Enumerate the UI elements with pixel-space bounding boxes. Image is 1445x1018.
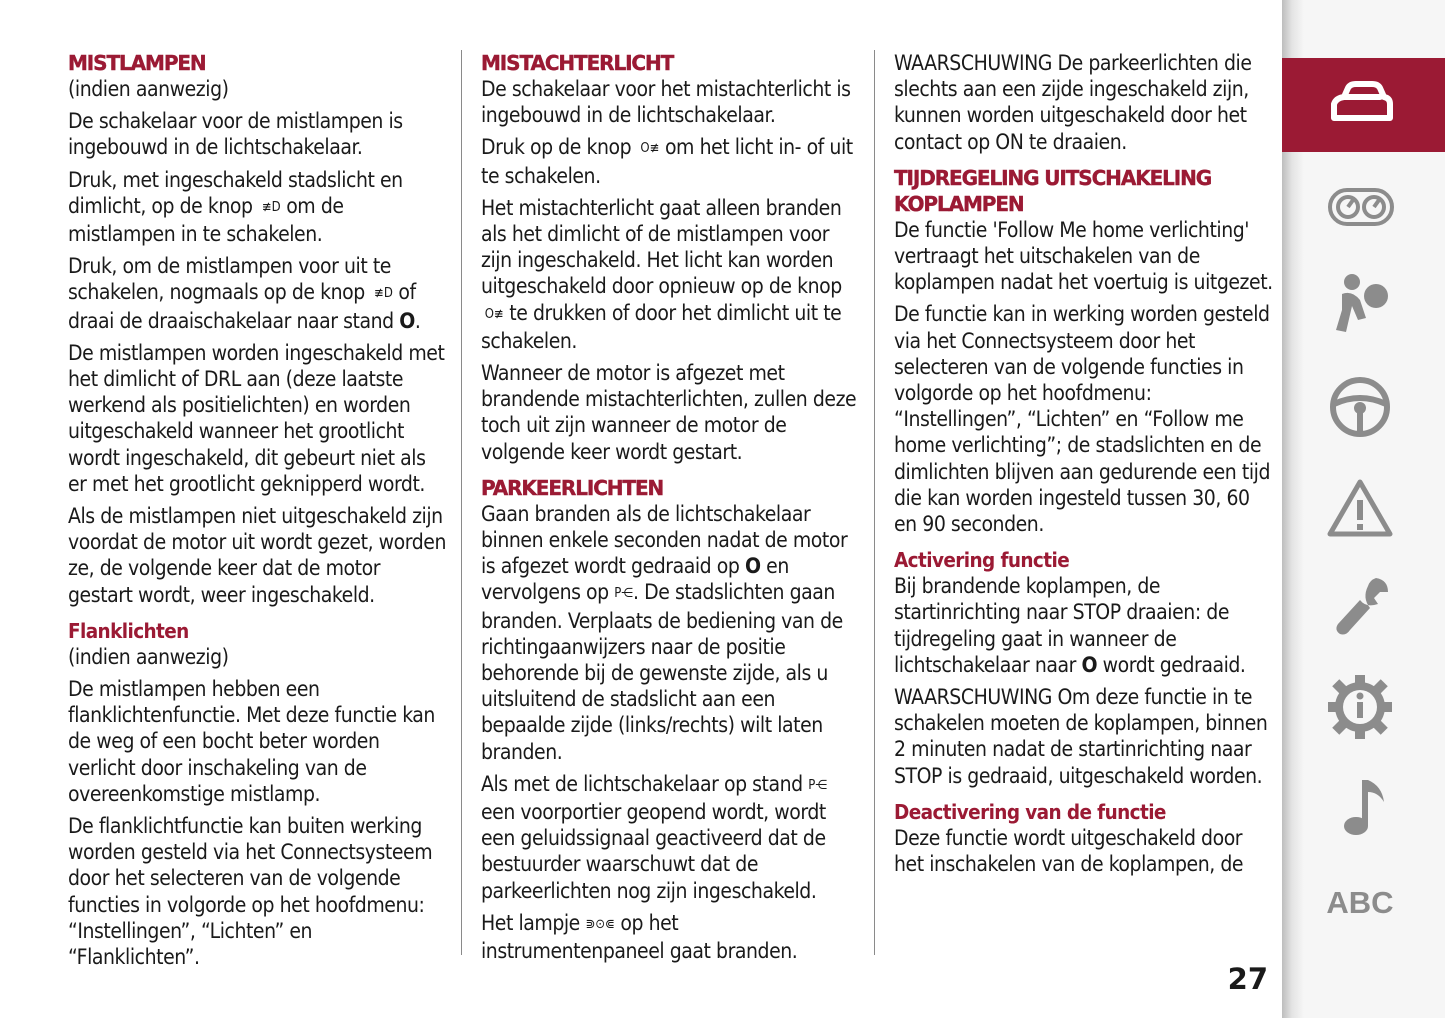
warning-paragraph: WAARSCHUWING De parkeerlichten die slechts aan een zijde ingeschakeld zijn, kunnen worden uitgeschakeld door het contact op ON te draaien. — [894, 51, 1252, 154]
column-divider — [461, 50, 462, 955]
front-fog-light-icon: ≢D — [370, 286, 393, 302]
paragraph: Als met de lichtschakelaar op stand P⋲ een voorportier geopend wordt, wordt een geluidssignaal geactiveerd dat de bestuurder waarschuwt dat de parkeerlichten nog zijn ingeschakeld. — [481, 771, 828, 903]
wrench-icon[interactable] — [1322, 572, 1398, 642]
paragraph: (indien aanwezig) — [68, 77, 229, 101]
paragraph: Druk op de knop O≢ om het licht in- of uit te schakelen. — [481, 135, 853, 188]
music-note-icon[interactable] — [1322, 772, 1398, 842]
front-fog-light-icon: ≢D — [258, 199, 281, 215]
paragraph: Het mistachterlicht gaat alleen branden als het dimlicht of de mistlampen voor zijn ingeschakeld. Het licht kan worden uitgeschakeld door opnieuw op de knop O≢ te drukken of door het dimlicht uit te schakelen. — [481, 195, 842, 353]
paragraph: Druk, om de mistlampen voor uit te schakelen, nogmaals op de knop ≢D of draai de draaischakelaar naar stand O. — [68, 254, 421, 333]
heading-deactivering: Deactivering van de functie — [894, 799, 1166, 824]
column-divider — [874, 50, 875, 955]
paragraph: (indien aanwezig) — [68, 644, 229, 669]
paragraph: Bij brandende koplampen, de startinrichting naar STOP draaien: de tijdregeling gaat in wanneer de lichtschakelaar naar O wordt gedraaid. — [894, 574, 1246, 677]
page-number: 27 — [1227, 962, 1268, 996]
paragraph: De mistlampen hebben een flanklichtenfunctie. Met deze functie kan de weg of een bocht beter worden verlicht door inschakeling van de overeenkomstige mistlamp. — [68, 677, 435, 806]
tab-abc-index[interactable]: ABC — [1326, 885, 1394, 920]
rear-fog-light-icon: O≢ — [481, 306, 504, 322]
paragraph: De schakelaar voor de mistlampen is ingebouwd in de lichtschakelaar. — [68, 109, 403, 160]
heading-tijdregeling: TIJDREGELING UITSCHAKELING KOPLAMPEN — [894, 165, 1212, 216]
paragraph: De functie kan in werking worden gesteld via het Connectsysteem door het selecteren van de volgende functies in volgorde op het hoofdmenu: “Instellingen”, “Lichten” en “Follow me home verlichting”; de stadslichten en de dimlichten blijven aan gedurende een tijd die kan worden ingesteld tussen 30, 60 en 90 seconden. — [894, 302, 1270, 537]
rear-fog-light-icon: O≢ — [636, 141, 660, 157]
paragraph: Het lampje ⋑⊙⋐ op het instrumentenpaneel gaat branden. — [481, 910, 798, 964]
heading-flanklichten: Flanklichten — [68, 618, 189, 643]
column-3 — [894, 50, 1274, 883]
info-gear-icon[interactable] — [1322, 672, 1398, 742]
heading-activering: Activering functie — [894, 548, 1070, 573]
heading-mistlampen: MISTLAMPEN — [68, 51, 206, 75]
airbag-icon[interactable] — [1322, 270, 1398, 340]
paragraph: Deze functie wordt uitgeschakeld door het inschakelen van de koplampen, de — [894, 825, 1244, 877]
paragraph: Gaan branden als de lichtschakelaar binnen enkele seconden nadat de motor is afgezet wordt gedraaid op O en vervolgens op P⋲. De stadslichten gaan branden. Verplaats de bediening van de richtingaanwijzers naar de positie behorende bij de gewenste zijde, als u uitsluitend de stadslicht aan een bepaalde zijde (links/rechts) wilt laten branden. — [481, 501, 848, 764]
dashboard-icon[interactable] — [1322, 172, 1398, 242]
car-icon[interactable] — [1322, 70, 1398, 140]
parking-light-icon: P⋲ — [614, 586, 634, 602]
parking-warning-lamp-icon: ⋑⊙⋐ — [585, 916, 615, 932]
paragraph: De functie 'Follow Me home verlichting' vertraagt het uitschakelen van de koplampen nadat het voertuig is uitgezet. — [894, 217, 1273, 295]
paragraph: De flanklichtfunctie kan buiten werking worden gesteld via het Connectsysteem door het selecteren van de volgende functies in volgorde op het hoofdmenu: “Instellingen”, “Lichten” en “Flanklichten”. — [68, 814, 433, 970]
paragraph: De mistlampen worden ingeschakeld met het dimlicht of DRL aan (deze laatste werkend als positielichten) en worden uitgeschakeld wanneer het grootlicht wordt ingeschakeld, dit gebeurt niet als er met het grootlicht geknipperd wordt. — [68, 340, 445, 496]
paragraph: Wanneer de motor is afgezet met brandende mistachterlichten, zullen deze toch uit zijn wanneer de motor de volgende keer wordt gestart. — [481, 361, 857, 464]
heading-parkeerlichten: PARKEERLICHTEN — [481, 475, 664, 500]
paragraph: Druk, met ingeschakeld stadslicht en dimlicht, op de knop ≢D om de mistlampen in te schakelen. — [68, 167, 403, 247]
warning-triangle-icon[interactable] — [1322, 474, 1398, 544]
paragraph: Als de mistlampen niet uitgeschakeld zijn voordat de motor uit wordt gezet, worden ze, de volgende keer dat de motor gestart wordt, weer ingeschakeld. — [68, 504, 446, 607]
steering-wheel-icon[interactable] — [1322, 372, 1398, 442]
column-1 — [68, 50, 448, 976]
warning-paragraph: WAARSCHUWING Om deze functie in te schakelen moeten de koplampen, binnen 2 minuten nadat de startinrichting naar STOP is gedraaid, uitgeschakeld worden. — [894, 685, 1268, 788]
parking-light-icon: P⋲ — [808, 777, 828, 793]
column-2 — [481, 50, 861, 970]
heading-mistachterlicht: MISTACHTERLICHT — [481, 51, 674, 75]
paragraph: De schakelaar voor het mistachterlicht is ingebouwd in de lichtschakelaar. — [481, 77, 851, 128]
